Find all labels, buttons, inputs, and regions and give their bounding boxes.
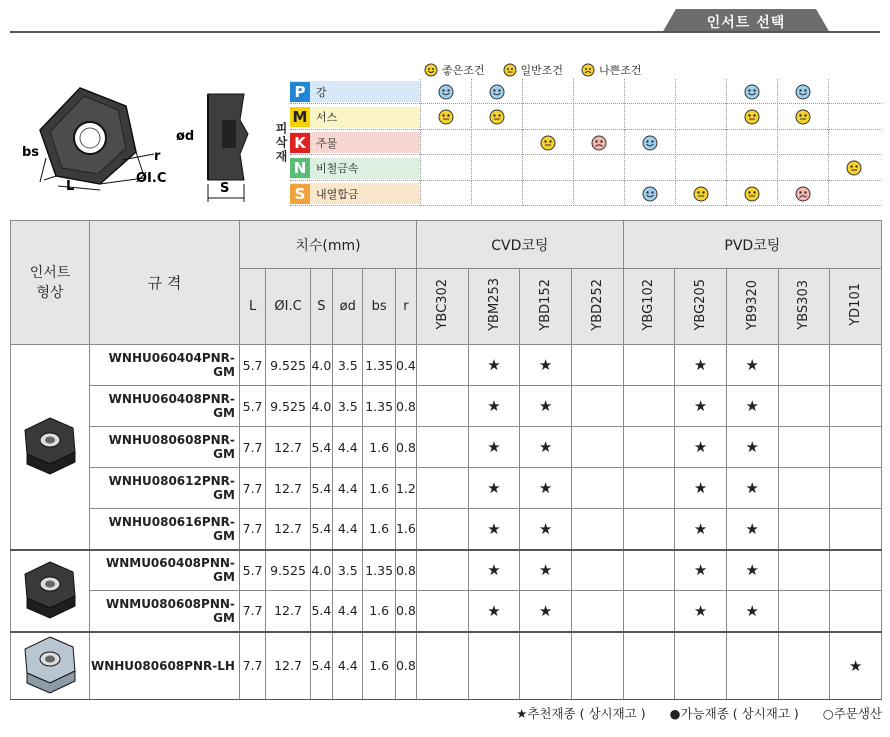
rating-cell	[522, 156, 573, 181]
material-row-m	[290, 105, 882, 130]
dimension-value: 5.4	[310, 468, 332, 509]
rating-cell	[471, 79, 522, 104]
grade-availability-cell	[417, 345, 469, 386]
bad-face-icon	[581, 63, 595, 77]
normal-face-icon	[438, 109, 454, 125]
insert-photo-icon	[19, 414, 81, 476]
col-dims-header: 치수(mm)	[239, 221, 416, 269]
material-label	[290, 183, 420, 204]
dimension-value: 12.7	[266, 468, 311, 509]
material-name: 비철금속	[316, 162, 359, 176]
grade-availability-cell	[417, 591, 469, 632]
insert-shape-cell	[11, 632, 90, 700]
dimension-value: 3.5	[333, 550, 363, 591]
section-title: 인서트 선택	[706, 15, 786, 31]
legend-item-good	[424, 62, 485, 78]
grade-availability-cell	[417, 509, 469, 550]
col-spec-header: 규 격	[90, 221, 240, 345]
grade-availability-cell	[675, 632, 727, 700]
grade-header	[675, 269, 727, 345]
grade-availability-cell: ★	[726, 468, 778, 509]
rating-cell	[573, 130, 624, 155]
grade-availability-cell	[417, 386, 469, 427]
footer-recommended: ★추천재종 ( 상시재고 )	[516, 706, 646, 721]
grade-availability-cell	[830, 345, 882, 386]
rating-cell	[726, 156, 777, 181]
material-label	[290, 81, 420, 102]
grade-availability-cell: ★	[726, 591, 778, 632]
dimension-value: 7.7	[239, 509, 265, 550]
grade-label: YBC302	[434, 279, 450, 330]
rating-cell	[777, 181, 828, 206]
grade-availability-cell	[623, 427, 675, 468]
grade-label: YBS303	[796, 279, 812, 330]
material-name: 주물	[316, 136, 338, 150]
dimension-value: 1.6	[363, 427, 395, 468]
header-divider	[10, 31, 880, 33]
grade-availability-cell: ★	[468, 345, 520, 386]
legend-item-normal	[503, 62, 564, 78]
dimension-value: 12.7	[266, 591, 311, 632]
dim-header: r	[395, 269, 416, 345]
footer-divider	[10, 699, 882, 700]
good-face-icon	[744, 84, 760, 100]
grade-availability-cell	[778, 345, 830, 386]
normal-face-icon	[540, 135, 556, 151]
rating-cell	[675, 130, 726, 155]
grade-availability-cell	[571, 468, 623, 509]
grade-availability-cell: ★	[675, 427, 727, 468]
product-code: WNHU060404PNR-GM	[90, 345, 240, 386]
rating-cell	[777, 156, 828, 181]
grade-header	[468, 269, 520, 345]
dimension-value: 4.0	[310, 550, 332, 591]
rating-cell	[420, 79, 471, 104]
grade-availability-cell	[726, 632, 778, 700]
rating-cell	[624, 79, 675, 104]
insert-shape-cell	[11, 550, 90, 632]
grade-header	[417, 269, 469, 345]
dimension-value: 3.5	[333, 345, 363, 386]
dimension-value: 0.8	[395, 550, 416, 591]
rating-cell	[624, 156, 675, 181]
grade-label: YD101	[848, 283, 864, 326]
grade-availability-cell: ★	[726, 386, 778, 427]
dimension-value: 12.7	[266, 509, 311, 550]
rating-cell	[420, 156, 471, 181]
dimension-value: 7.7	[239, 591, 265, 632]
rating-cell	[777, 130, 828, 155]
d-label: ød	[176, 129, 195, 144]
grade-availability-cell	[417, 632, 469, 700]
normal-face-icon	[693, 186, 709, 202]
dimension-value: 5.7	[239, 345, 265, 386]
grade-availability-cell: ★	[675, 591, 727, 632]
condition-legend	[424, 62, 642, 78]
grade-availability-cell	[623, 386, 675, 427]
material-row-s	[290, 181, 882, 206]
grade-header	[571, 269, 623, 345]
grade-header	[830, 269, 882, 345]
product-code: WNMU060408PNN-GM	[90, 550, 240, 591]
grade-header	[520, 269, 572, 345]
grade-availability-cell	[623, 468, 675, 509]
bs-label: bs	[22, 145, 40, 160]
insert-photo-icon	[19, 633, 81, 695]
dimension-value: 4.0	[310, 345, 332, 386]
dimension-value: 0.8	[395, 632, 416, 700]
grade-availability-cell	[778, 427, 830, 468]
insert-side-view-diagram	[168, 90, 258, 208]
grade-availability-cell: ★	[726, 550, 778, 591]
grade-availability-cell	[830, 468, 882, 509]
rating-cell	[420, 105, 471, 130]
legend-label: 나쁜조건	[599, 64, 642, 77]
pvd-group-header: PVD코팅	[623, 221, 881, 269]
grade-label: YBM253	[486, 278, 502, 331]
material-code-badge: K	[290, 133, 310, 153]
rating-cell	[726, 181, 777, 206]
grade-availability-cell: ★	[830, 632, 882, 700]
dimension-value: 1.6	[363, 591, 395, 632]
table-row	[11, 427, 882, 468]
material-row-n	[290, 156, 882, 181]
material-group-label	[272, 79, 290, 207]
material-code-badge: N	[290, 158, 310, 178]
rating-cell	[624, 130, 675, 155]
rating-cell	[522, 79, 573, 104]
grade-availability-cell	[571, 509, 623, 550]
rating-cell	[573, 105, 624, 130]
grade-availability-cell	[830, 427, 882, 468]
dimension-value: 5.4	[310, 632, 332, 700]
r-label: r	[154, 149, 161, 164]
dimension-value: 9.525	[266, 386, 311, 427]
grade-availability-cell	[830, 386, 882, 427]
dim-header: L	[239, 269, 265, 345]
ic-label: ØI.C	[136, 171, 167, 186]
normal-face-icon	[795, 109, 811, 125]
dimension-value: 1.6	[363, 468, 395, 509]
normal-face-icon	[846, 160, 862, 176]
grade-availability-cell	[417, 427, 469, 468]
section-tab	[662, 9, 830, 33]
grade-availability-cell: ★	[520, 591, 572, 632]
product-code: WNHU080616PNR-GM	[90, 509, 240, 550]
rating-cell	[726, 79, 777, 104]
grade-availability-cell: ★	[675, 386, 727, 427]
dimension-value: 4.4	[333, 591, 363, 632]
rating-cell	[471, 156, 522, 181]
grade-availability-cell	[778, 591, 830, 632]
grade-header	[623, 269, 675, 345]
rating-cell	[726, 105, 777, 130]
rating-cell	[522, 130, 573, 155]
grade-availability-cell: ★	[675, 509, 727, 550]
grade-availability-cell	[623, 345, 675, 386]
rating-cell	[675, 156, 726, 181]
material-label	[290, 107, 420, 128]
dimension-value: 5.7	[239, 386, 265, 427]
dimension-value: 4.4	[333, 468, 363, 509]
product-code: WNHU060408PNR-GM	[90, 386, 240, 427]
grade-availability-cell: ★	[468, 591, 520, 632]
grade-availability-cell: ★	[520, 345, 572, 386]
dimension-value: 1.35	[363, 345, 395, 386]
dim-header: ØI.C	[266, 269, 311, 345]
dim-header: bs	[363, 269, 395, 345]
dimension-value: 0.8	[395, 386, 416, 427]
footer-order: ○주문생산	[822, 706, 882, 721]
grade-availability-cell	[623, 509, 675, 550]
dimension-value: 5.4	[310, 509, 332, 550]
dimension-value: 12.7	[266, 427, 311, 468]
material-row-p	[290, 79, 882, 104]
rating-cell	[420, 130, 471, 155]
grade-availability-cell	[417, 468, 469, 509]
dim-header: ød	[333, 269, 363, 345]
rating-cell	[675, 79, 726, 104]
dimension-value: 7.7	[239, 632, 265, 700]
table-row	[11, 550, 882, 591]
grade-availability-cell: ★	[726, 345, 778, 386]
normal-face-icon	[744, 109, 760, 125]
dimension-value: 9.525	[266, 345, 311, 386]
grade-availability-cell	[623, 550, 675, 591]
product-code: WNMU080608PNN-GM	[90, 591, 240, 632]
grade-label: YB9320	[744, 279, 760, 330]
dimension-value: 0.8	[395, 427, 416, 468]
dimension-value: 9.525	[266, 550, 311, 591]
col-shape-header: 인서트 형상	[11, 221, 90, 345]
dimension-value: 1.6	[363, 509, 395, 550]
rating-cell	[675, 181, 726, 206]
dimension-value: 7.7	[239, 427, 265, 468]
dimension-value: 5.4	[310, 427, 332, 468]
grade-availability-cell: ★	[675, 550, 727, 591]
grade-availability-cell	[623, 632, 675, 700]
footer-legend	[516, 704, 882, 722]
grade-availability-cell: ★	[520, 509, 572, 550]
good-face-icon	[438, 84, 454, 100]
dimension-value: 1.6	[363, 632, 395, 700]
dimension-value: 3.5	[333, 386, 363, 427]
footer-available: ●가능재종 ( 상시재고 )	[669, 706, 799, 721]
rating-cell	[828, 156, 879, 181]
grade-availability-cell	[778, 550, 830, 591]
rating-cell	[777, 105, 828, 130]
spec-table	[10, 220, 882, 700]
dimension-value: 0.4	[395, 345, 416, 386]
grade-availability-cell	[830, 591, 882, 632]
grade-availability-cell: ★	[675, 345, 727, 386]
bad-face-icon	[591, 135, 607, 151]
dimension-value: 5.4	[310, 591, 332, 632]
rating-cell	[828, 79, 879, 104]
dimension-value: 1.35	[363, 386, 395, 427]
material-code-badge: S	[290, 184, 310, 204]
cvd-group-header: CVD코팅	[417, 221, 624, 269]
grade-availability-cell: ★	[726, 427, 778, 468]
grade-label: YBD152	[538, 278, 554, 331]
table-row	[11, 468, 882, 509]
grade-availability-cell: ★	[468, 550, 520, 591]
grade-availability-cell: ★	[675, 468, 727, 509]
grade-availability-cell	[830, 550, 882, 591]
normal-face-icon	[744, 186, 760, 202]
grade-availability-cell	[830, 509, 882, 550]
grade-availability-cell	[778, 632, 830, 700]
material-name: 강	[316, 85, 327, 99]
table-row	[11, 632, 882, 700]
normal-face-icon	[503, 63, 517, 77]
l-label: L	[66, 179, 75, 194]
rating-cell	[624, 105, 675, 130]
rating-cell	[573, 181, 624, 206]
table-row	[11, 591, 882, 632]
grade-availability-cell: ★	[520, 468, 572, 509]
grade-availability-cell: ★	[468, 468, 520, 509]
grade-availability-cell	[520, 632, 572, 700]
dimension-value: 4.4	[333, 427, 363, 468]
grade-availability-cell	[571, 591, 623, 632]
good-face-icon	[642, 186, 658, 202]
dimension-value: 4.4	[333, 509, 363, 550]
grade-availability-cell	[778, 386, 830, 427]
rating-cell	[828, 181, 879, 206]
rating-cell	[471, 130, 522, 155]
s-label: S	[220, 181, 230, 196]
product-code: WNHU080608PNR-GM	[90, 427, 240, 468]
grade-availability-cell: ★	[468, 509, 520, 550]
rating-cell	[522, 181, 573, 206]
good-face-icon	[424, 63, 438, 77]
table-row	[11, 509, 882, 550]
grade-availability-cell: ★	[520, 427, 572, 468]
dimension-value: 1.6	[395, 509, 416, 550]
rating-cell	[471, 181, 522, 206]
grade-availability-cell	[623, 591, 675, 632]
rating-cell	[573, 79, 624, 104]
material-name: 내열합금	[316, 187, 359, 201]
rating-cell	[675, 105, 726, 130]
normal-face-icon	[489, 109, 505, 125]
rating-cell	[828, 105, 879, 130]
grade-header	[726, 269, 778, 345]
grade-label: YBG205	[693, 278, 709, 331]
table-row	[11, 345, 882, 386]
product-code: WNHU080608PNR-LH	[90, 632, 240, 700]
dimension-value: 1.2	[395, 468, 416, 509]
dimension-value: 4.0	[310, 386, 332, 427]
grade-availability-cell: ★	[468, 427, 520, 468]
insert-top-view-diagram	[18, 80, 188, 200]
material-row-k	[290, 130, 882, 155]
grade-availability-cell: ★	[520, 386, 572, 427]
material-code-badge: M	[290, 107, 310, 127]
grade-availability-cell	[571, 386, 623, 427]
rating-cell	[828, 130, 879, 155]
rating-cell	[573, 156, 624, 181]
material-label	[290, 158, 420, 179]
legend-label: 좋은조건	[442, 64, 485, 77]
good-face-icon	[642, 135, 658, 151]
good-face-icon	[795, 84, 811, 100]
rating-cell	[726, 130, 777, 155]
table-row	[11, 386, 882, 427]
dimension-value: 5.7	[239, 550, 265, 591]
grade-availability-cell	[571, 550, 623, 591]
grade-label: YBG102	[641, 278, 657, 331]
rating-cell	[624, 181, 675, 206]
rating-cell	[777, 79, 828, 104]
grade-header	[778, 269, 830, 345]
legend-label: 일반조건	[520, 64, 564, 77]
dimension-value: 7.7	[239, 468, 265, 509]
rating-cell	[471, 105, 522, 130]
grade-availability-cell: ★	[520, 550, 572, 591]
material-name: 서스	[316, 111, 338, 125]
grade-availability-cell	[571, 427, 623, 468]
grade-availability-cell	[571, 632, 623, 700]
legend-item-bad	[581, 62, 642, 78]
material-group-text: 피삭재	[274, 122, 288, 164]
grade-label: YBD252	[589, 278, 605, 331]
dimension-value: 4.4	[333, 632, 363, 700]
grade-availability-cell	[417, 550, 469, 591]
good-face-icon	[489, 84, 505, 100]
bad-face-icon	[795, 186, 811, 202]
product-code: WNHU080612PNR-GM	[90, 468, 240, 509]
dimension-value: 0.8	[395, 591, 416, 632]
dimension-value: 12.7	[266, 632, 311, 700]
dim-header: S	[310, 269, 332, 345]
grade-availability-cell	[571, 345, 623, 386]
dimension-value: 1.35	[363, 550, 395, 591]
grade-availability-cell	[468, 632, 520, 700]
insert-shape-cell	[11, 345, 90, 550]
material-label	[290, 132, 420, 153]
grade-availability-cell: ★	[468, 386, 520, 427]
insert-photo-icon	[19, 558, 81, 620]
grade-availability-cell: ★	[726, 509, 778, 550]
rating-cell	[522, 105, 573, 130]
rating-cell	[420, 181, 471, 206]
grade-availability-cell	[778, 468, 830, 509]
grade-availability-cell	[778, 509, 830, 550]
material-code-badge: P	[290, 82, 310, 102]
